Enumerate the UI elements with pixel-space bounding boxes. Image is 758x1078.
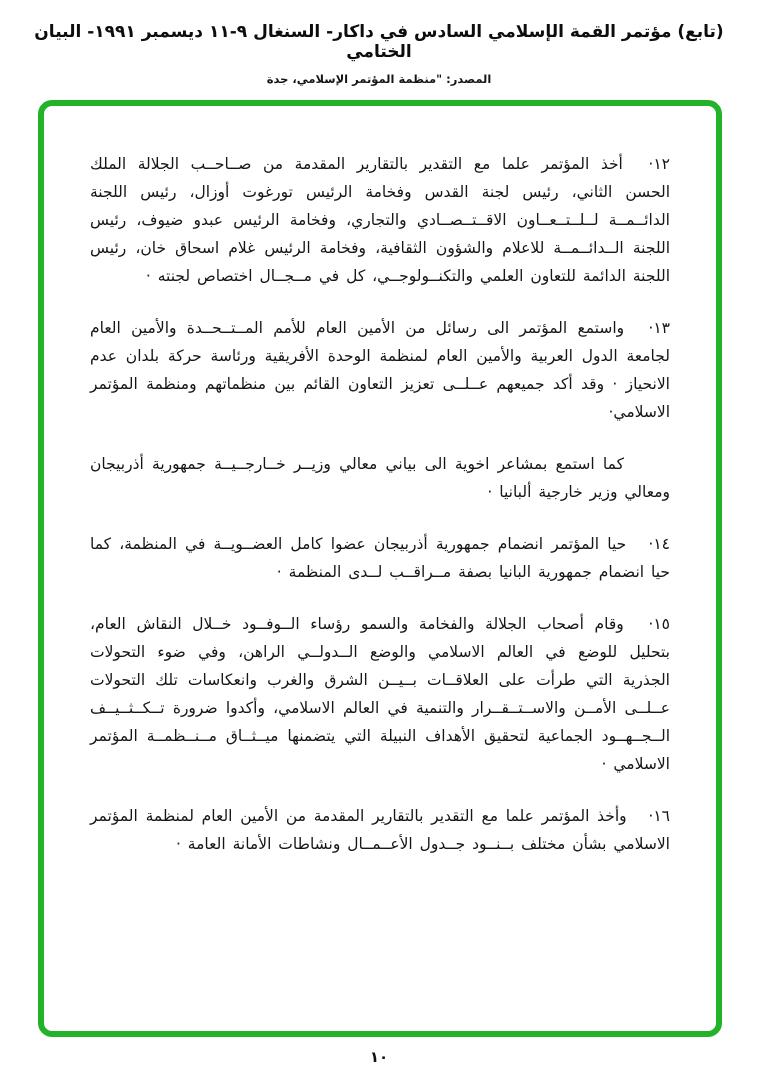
item-text-16: وأخذ المؤتمر علما مع التقدير بالتقارير المقدمة من الأمين العام لمنظمة المؤتمر الاسلامي بشأن مختلف بــنــود جــدول الأعــمــال ونشاطات الأمانة العامة · bbox=[90, 807, 670, 853]
item-number-12: ١٢· bbox=[648, 155, 670, 173]
page-number: ١٠ bbox=[369, 1048, 389, 1066]
item-text-14: حيا المؤتمر انضمام جمهورية أذربيجان عضوا كامل العضــويــة في المنظمة، كما حيا انضمام جمهورية البانيا بصفة مــراقــب لــدى المنظمة · bbox=[90, 535, 670, 581]
document-title: (تابع) مؤتمر القمة الإسلامي السادس في داكار- السنغال ٩-١١ ديسمبر ١٩٩١- البيان الختامي bbox=[34, 22, 724, 62]
paragraph-item-12 bbox=[90, 150, 670, 290]
continuation-text: كما استمع بمشاعر اخوية الى بياني معالي وزيــر خــارجــيــة جمهورية أذربيجان ومعالي وزير خارجية ألبانيا · bbox=[90, 455, 670, 501]
item-number-13: ١٣· bbox=[648, 319, 670, 337]
paragraph-item-13 bbox=[90, 314, 670, 426]
item-number-16: ١٦· bbox=[648, 807, 670, 825]
item-number-15: ١٥· bbox=[648, 615, 670, 633]
paragraph-item-15 bbox=[90, 610, 670, 778]
paragraph-continuation bbox=[90, 450, 670, 506]
document-source: المصدر: "منظمة المؤتمر الإسلامي، جدة bbox=[266, 72, 492, 86]
item-text-12: أخذ المؤتمر علما مع التقدير بالتقارير المقدمة من صــاحــب الجلالة الملك الحسن الثاني، رئيس لجنة القدس وفخامة الرئيس تورغوت أوزال، رئيس اللجنة الدائــمــة لــلــتــعــاون الاقــتــصــادي والتجاري، وفخامة الرئيس عبدو ضيوف، رئيس اللجنة الــدائــمــة للاعلام والشؤون الثقافية، وفخامة الرئيس غلام اسحاق خان، رئيس اللجنة الدائمة للتعاون العلمي والتكنــولوجــي، كل في مــجــال اختصاص لجنته · bbox=[90, 155, 670, 285]
item-text-13: واستمع المؤتمر الى رسائل من الأمين العام للأمم المــتــحــدة والأمين العام لجامعة الدول العربية والأمين العام لمنظمة الوحدة الأفريقية ورئاسة حركة بلدان عدم الانحياز · وقد أكد جميعهم عــلــى تعزيز التعاون القائم بين منظماتهم ومنظمة المؤتمر الاسلامي· bbox=[90, 319, 670, 421]
page-header bbox=[0, 22, 758, 86]
document-body bbox=[90, 150, 670, 858]
item-number-14: ١٤· bbox=[648, 535, 670, 553]
content-border-frame bbox=[38, 100, 722, 1037]
paragraph-item-14 bbox=[90, 530, 670, 586]
paragraph-item-16 bbox=[90, 802, 670, 858]
item-text-15: وقام أصحاب الجلالة والفخامة والسمو رؤساء الــوفــود خــلال النقاش العام، بتحليل للوضع في العالم الاسلامي والوضع الــدولــي الراهن، وفي ضوء التحولات الجذرية التي طرأت على العلاقــات بــيــن الشرق والغرب وانعكاسات تلك التحولات عــلــى الأمــن والاســتــقــرار والتنمية في العالم الاسلامي، وأكدوا ضرورة تــكــثــيــف الــجــهــود الجماعية لتحقيق الأهداف النبيلة التي يتضمنها ميــثــاق مــنــظمــة المؤتمر الاسلامي · bbox=[90, 615, 670, 773]
